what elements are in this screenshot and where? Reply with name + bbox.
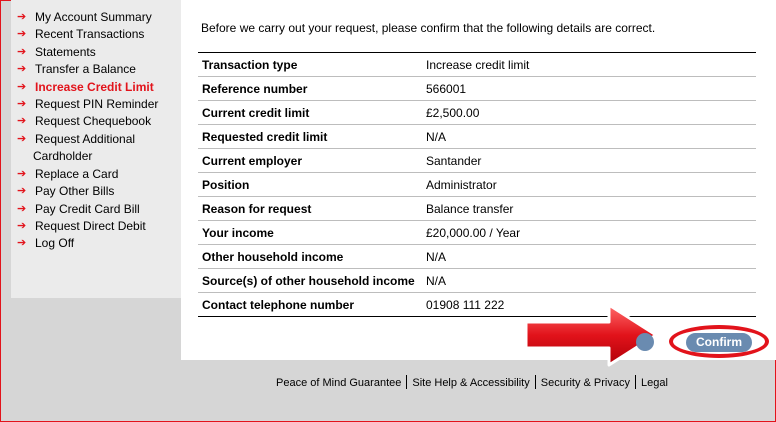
sidebar-item-label: Pay Other Bills	[35, 184, 115, 199]
footer-link-legal[interactable]: Legal	[641, 377, 668, 389]
arrow-right-icon: ➔	[17, 11, 27, 23]
arrow-right-icon: ➔	[17, 202, 27, 215]
row-value: £20,000.00 / Year	[422, 221, 756, 245]
row-key: Current credit limit	[198, 101, 422, 125]
table-row	[198, 125, 756, 149]
table-row	[198, 245, 756, 269]
arrow-right-icon: ➔	[17, 28, 27, 41]
sidebar-item-transfer-balance[interactable]	[11, 61, 181, 78]
footer-link-security-privacy[interactable]: Security & Privacy	[540, 377, 630, 389]
table-row	[198, 77, 756, 101]
intro-text: Before we carry out your request, please confirm that the following details are correct.	[201, 21, 656, 35]
arrow-right-icon: ➔	[17, 237, 27, 250]
row-key: Position	[198, 173, 422, 197]
row-value: £2,500.00	[422, 101, 756, 125]
sidebar-item-request-pin[interactable]	[11, 96, 181, 113]
row-value: 01908 111 222	[426, 297, 505, 312]
sidebar-nav	[11, 9, 181, 253]
row-key: Reason for request	[198, 197, 422, 221]
sidebar-item-label-line2: Cardholder	[33, 148, 93, 163]
sidebar-item-label-line1: Request Additional	[35, 131, 136, 146]
row-value: Santander	[422, 149, 756, 173]
arrow-right-icon: ➔	[17, 167, 27, 180]
row-key: Transaction type	[198, 53, 422, 77]
sidebar-item-label: Statements	[35, 44, 96, 59]
sidebar-item-label: Increase Credit Limit	[35, 79, 154, 94]
back-button[interactable]	[636, 333, 654, 351]
row-key: Current employer	[198, 149, 422, 173]
main-panel	[181, 0, 776, 360]
row-key: Contact telephone number	[202, 297, 355, 312]
sidebar-item-replace-card[interactable]	[11, 166, 181, 183]
sidebar-item-pay-other-bills[interactable]	[11, 183, 181, 200]
footer-link-peace-of-mind[interactable]: Peace of Mind Guarantee	[276, 377, 402, 389]
arrow-right-icon: ➔	[17, 97, 27, 110]
row-value: Increase credit limit	[422, 53, 756, 77]
row-key: Source(s) of other household income	[198, 269, 422, 293]
sidebar-item-label: Transfer a Balance	[35, 62, 136, 77]
sidebar-item-pay-credit-card-bill[interactable]	[11, 201, 181, 218]
table-row	[198, 197, 756, 221]
sidebar-item-label: Pay Credit Card Bill	[35, 201, 140, 216]
sidebar-item-increase-credit-limit[interactable]	[11, 79, 181, 96]
arrow-right-icon: ➔	[17, 80, 27, 93]
annotation-circle	[669, 325, 769, 358]
sidebar-item-label: Recent Transactions	[35, 27, 145, 42]
arrow-right-icon: ➔	[17, 132, 27, 145]
sidebar-item-log-off[interactable]	[11, 235, 181, 252]
sidebar-item-request-chequebook[interactable]	[11, 113, 181, 130]
sidebar-item-request-direct-debit[interactable]	[11, 218, 181, 235]
sidebar-item-label: Request PIN Reminder	[35, 96, 159, 111]
table-row	[198, 293, 756, 317]
arrow-right-icon: ➔	[17, 185, 27, 198]
row-value: Balance transfer	[422, 197, 756, 221]
sidebar-item-statements[interactable]	[11, 44, 181, 61]
row-value: 566001	[422, 77, 756, 101]
arrow-right-icon: ➔	[17, 219, 27, 232]
footer-link-site-help[interactable]: Site Help & Accessibility	[412, 377, 530, 389]
arrow-right-icon: ➔	[17, 63, 27, 76]
sidebar-item-label: My Account Summary	[35, 10, 152, 24]
row-key: Your income	[198, 221, 422, 245]
sidebar-item-label: Request Direct Debit	[35, 218, 146, 233]
row-key: Other household income	[198, 245, 422, 269]
sidebar-item-label: Replace a Card	[35, 166, 119, 181]
table-row	[198, 173, 756, 197]
row-key: Requested credit limit	[198, 125, 422, 149]
sidebar-item-label: Log Off	[35, 236, 75, 251]
confirm-button[interactable]: Confirm	[686, 333, 752, 352]
sidebar-item-account-summary[interactable]	[11, 9, 181, 26]
table-row	[198, 101, 756, 125]
sidebar-item-label	[35, 131, 171, 165]
sidebar-item-recent-transactions[interactable]	[11, 26, 181, 43]
row-value: N/A	[422, 245, 756, 269]
details-table	[198, 52, 756, 317]
table-row	[198, 149, 756, 173]
row-value: N/A	[422, 125, 756, 149]
arrow-right-icon: ➔	[17, 45, 27, 58]
table-row	[198, 53, 756, 77]
table-row	[198, 269, 756, 293]
row-value: Administrator	[422, 173, 756, 197]
sidebar	[11, 0, 181, 298]
sidebar-item-label: Request Chequebook	[35, 114, 152, 129]
table-row	[198, 221, 756, 245]
arrow-right-icon: ➔	[17, 115, 27, 128]
row-value: N/A	[422, 269, 756, 293]
footer-links	[271, 375, 673, 389]
row-key: Reference number	[198, 77, 422, 101]
sidebar-item-additional-cardholder[interactable]	[11, 131, 181, 166]
